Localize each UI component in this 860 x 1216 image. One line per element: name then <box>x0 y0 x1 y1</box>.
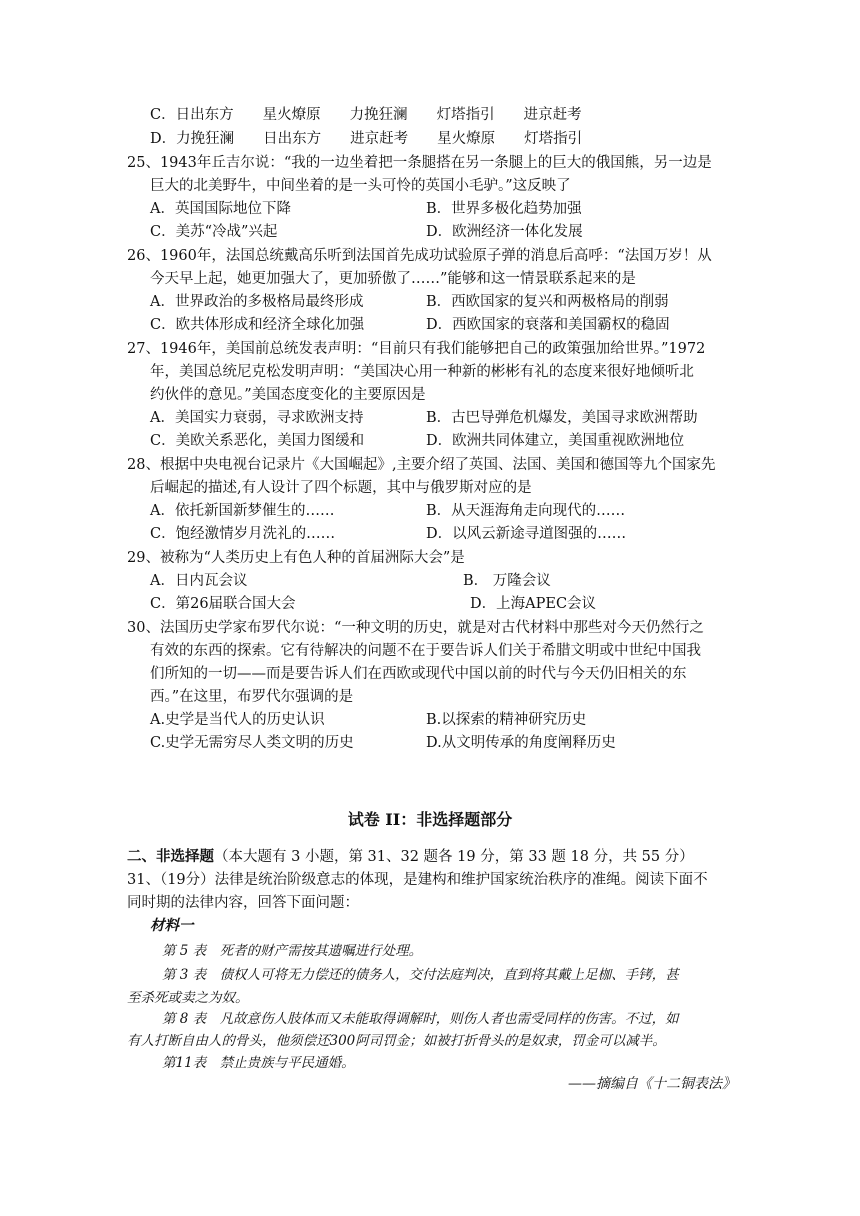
q28-option-c: C．饱经激情岁月洗礼的…… <box>150 526 336 542</box>
q25-option-d: D．欧洲经济一体化发展 <box>426 224 583 240</box>
section-heading <box>127 846 694 868</box>
q26-option-b: B．西欧国家的复兴和两极格局的削弱 <box>426 294 669 310</box>
q24-option-d: D．力挽狂澜 日出东方 进京赶考 星火燎原 灯塔指引 <box>150 131 583 147</box>
q29-stem-line1: 29、被称为“人类历史上有色人种的首届洲际大会”是 <box>127 550 465 566</box>
law-table-3-line1: 第 3 表 债权人可将无力偿还的债务人，交付法庭判决，直到将其戴上足枷、手铐，甚 <box>162 967 679 983</box>
q29-option-c: C．第26届联合国大会 <box>150 596 296 612</box>
q30-stem-line1: 30、法国历史学家布罗代尔说：“一种文明的历史，就是对古代材料中那些对今天仍然行之 <box>127 620 704 636</box>
q29-option-d: D．上海APEC会议 <box>470 596 597 612</box>
q29-option-b: B． 万隆会议 <box>463 573 551 589</box>
part2-title: 试卷 II：非选择题部分 <box>347 810 513 829</box>
q31-stem-line2: 同时期的法律内容，回答下面问题： <box>127 895 359 911</box>
q25-stem-line2: 巨大的北美野牛，中间坐着的是一头可怜的英国小毛驴。”这反映了 <box>150 178 571 194</box>
q31-stem-line1: 31、（19分）法律是统治阶级意志的体现，是建构和维护国家统治秩序的准绳。阅读下面不 <box>127 872 708 888</box>
q28-option-d: D．以风云新途寻道图强的…… <box>426 526 627 542</box>
q30-stem-line3: 们所知的一切——而是要告诉人们在西欧或现代中国以前的时代与今天仍旧相关的东 <box>150 666 687 682</box>
q27-stem-line3: 约伙伴的意见。”美国态度变化的主要原因是 <box>150 387 426 403</box>
q24-option-c: C．日出东方 星火燎原 力挽狂澜 灯塔指引 进京赶考 <box>150 107 582 123</box>
q26-option-c: C．欧共体形成和经济全球化加强 <box>150 317 365 333</box>
q25-option-b: B．世界多极化趋势加强 <box>426 201 582 217</box>
q28-option-b: B．从天涯海角走向现代的…… <box>426 503 626 519</box>
q27-option-d: D．欧洲共同体建立，美国重视欧洲地位 <box>426 433 685 449</box>
q29-option-a: A．日内瓦会议 <box>150 573 248 589</box>
q26-stem-line2: 今天早上起，她更加强大了，更加骄傲了……”能够和这一情景联系起来的是 <box>150 271 636 287</box>
q30-option-d: D.从文明传承的角度阐释历史 <box>426 735 616 751</box>
q25-option-c: C．美苏“冷战”兴起 <box>150 224 278 240</box>
q30-option-c: C.史学无需穷尽人类文明的历史 <box>150 735 354 751</box>
law-table-8-line1: 第 8 表 凡故意伤人肢体而又未能取得调解时，则伤人者也需受同样的伤害。不过，如 <box>162 1011 679 1027</box>
section-description: （本大题有 3 小题，第 31、32 题各 19 分，第 33 题 18 分，共 55 分） <box>214 849 694 865</box>
q26-stem-line1: 26、1960年，法国总统戴高乐听到法国首先成功试验原子弹的消息后高呼：“法国万岁！从 <box>127 248 712 264</box>
q27-option-a: A．美国实力衰弱，寻求欧洲支持 <box>150 410 364 426</box>
material-label: 材料一 <box>150 917 194 934</box>
q25-stem-line1: 25、1943年丘吉尔说：“我的一边坐着把一条腿搭在另一条腿上的巨大的俄国熊，另一边是 <box>127 155 712 171</box>
q27-stem-line1: 27、1946年，美国前总统发表声明：“目前只有我们能够把自己的政策强加给世界。”1972 <box>127 341 706 357</box>
q28-stem-line1: 28、根据中央电视台记录片《大国崛起》,主要介绍了英国、法国、美国和德国等九个国家先 <box>127 457 716 473</box>
law-table-8-line2: 有人打断自由人的骨头，他须偿还300阿司罚金；如被打折骨头的是奴隶，罚金可以减半。 <box>127 1033 666 1049</box>
q30-stem-line2: 有效的东西的探索。它有待解决的问题不在于要告诉人们关于希腊文明或中世纪中国我 <box>150 643 701 659</box>
q28-option-a: A．依托新国新梦催生的…… <box>150 503 335 519</box>
q26-option-d: D．西欧国家的衰落和美国霸权的稳固 <box>426 317 670 333</box>
law-table-3-line2: 至杀死或卖之为奴。 <box>127 990 249 1006</box>
material-source: ——摘编自《十二铜表法》 <box>568 1076 736 1092</box>
law-table-11: 第11表 禁止贵族与平民通婚。 <box>162 1055 355 1071</box>
q27-option-c: C．美欧关系恶化，美国力图缓和 <box>150 433 365 449</box>
q27-stem-line2: 年，美国总统尼克松发明声明：“美国决心用一种新的彬彬有礼的态度来很好地倾听北 <box>150 364 694 380</box>
q27-option-b: B．古巴导弹危机爆发，美国寻求欧洲帮助 <box>426 410 698 426</box>
section-label: 二、非选择题 <box>127 848 214 865</box>
q25-option-a: A．英国国际地位下降 <box>150 201 291 217</box>
q30-option-b: B.以探索的精神研究历史 <box>426 712 587 728</box>
q26-option-a: A．世界政治的多极格局最终形成 <box>150 294 364 310</box>
law-table-5: 第 5 表 死者的财产需按其遗嘱进行处理。 <box>162 943 423 959</box>
q30-option-a: A.史学是当代人的历史认识 <box>150 712 325 728</box>
q30-stem-line4: 西。”在这里，布罗代尔强调的是 <box>150 689 354 705</box>
q28-stem-line2: 后崛起的描述,有人设计了四个标题，其中与俄罗斯对应的是 <box>150 480 532 496</box>
